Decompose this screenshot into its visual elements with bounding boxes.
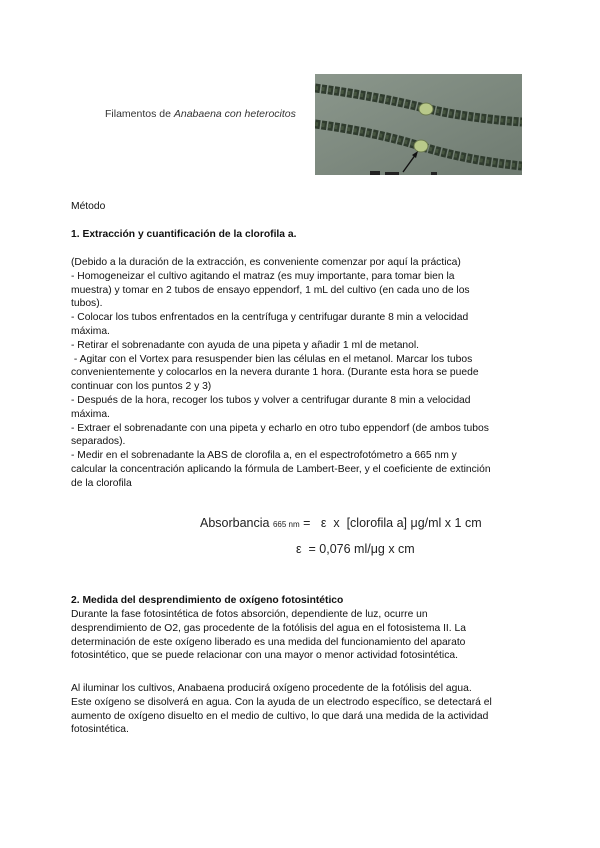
formula-subscript: 665 nm <box>272 520 300 529</box>
section1-line: - Colocar los tubos enfrentados en la centrífuga y centrifugar durante 8 min a velocidad <box>71 312 469 324</box>
section2-line: fotosintético, que se puede relacionar con una mayor o menor actividad fotosintética. <box>71 650 458 662</box>
section1-body <box>71 256 541 491</box>
figure-caption <box>105 108 296 120</box>
section1-line: continuar con los puntos 2 y 3) <box>71 381 212 393</box>
section1-line: - Extraer el sobrenadante con una pipeta y echarlo en otro tubo eppendorf (de ambos tubos <box>71 422 489 434</box>
section2-line: Al iluminar los cultivos, Anabaena producirá oxígeno procedente de la fotólisis del agua. <box>71 683 472 694</box>
formula-rhs: = ε x [clorofila a] μg/ml x 1 cm <box>303 516 482 530</box>
section2-line: determinación de este oxígeno liberado es una medida del funcionamiento del aparato <box>71 636 466 648</box>
heterocyst-lower <box>414 140 428 152</box>
method-heading: Método <box>71 201 106 212</box>
section1-line: - Medir en el sobrenadante la ABS de clorofila a, en el espectrofotómetro a 665 nm y <box>71 450 457 462</box>
section1-line: separados). <box>71 436 126 448</box>
section2-line: Este oxígeno se disolverá en agua. Con la ayuda de un electrodo específico, se detectará el <box>71 696 492 708</box>
section2-line: aumento de oxígeno disuelto en el medio de cultivo, lo que dará una medida de la actividad <box>71 710 489 722</box>
section2-title: 2. Medida del desprendimiento de oxígeno fotosintético <box>71 595 344 606</box>
section1-title: 1. Extracción y cuantificación de la clorofila a. <box>71 229 297 240</box>
section2-paragraph2 <box>71 682 541 737</box>
section1-line: máxima. <box>71 325 110 337</box>
formula-absorbance: Absorbancia <box>200 516 270 530</box>
section2-line: fotosintética. <box>71 724 129 736</box>
extinction-coefficient: ε = 0,076 ml/μg x cm <box>296 542 415 556</box>
heterocyst-upper <box>419 103 433 115</box>
section1-line: máxima. <box>71 408 110 420</box>
section2-line: desprendimiento de O2, gas procedente de la fotólisis del agua en el fotosistema II. La <box>71 622 466 634</box>
section1-line: - Homogeneizar el cultivo agitando el matraz (es muy importante, para tomar bien la <box>71 270 455 282</box>
section1-line: de la clorofila <box>71 477 132 489</box>
section2-line: Durante la fase fotosintética de fotos absorción, dependiente de luz, ocurre un <box>71 609 428 620</box>
section1-line: tubos). <box>71 298 103 310</box>
caption-prefix: Filamentos de <box>105 108 174 120</box>
micrograph-image <box>315 74 522 175</box>
section1-line: - Retirar el sobrenadante con ayuda de una pipeta y añadir 1 ml de metanol. <box>71 339 420 351</box>
section1-line: - Después de la hora, recoger los tubos y volver a centrifugar durante 8 min a velocidad <box>71 394 471 406</box>
section1-line: calcular la concentración aplicando la fórmula de Lambert-Beer, y el coeficiente de extinción <box>71 463 491 475</box>
lambert-beer-formula <box>200 516 482 530</box>
section1-line: (Debido a la duración de la extracción, es conveniente comenzar por aquí la práctica) <box>71 257 461 268</box>
caption-species: Anabaena con heterocitos <box>173 108 296 120</box>
section2-paragraph1 <box>71 608 541 663</box>
section1-line: muestra) y tomar en 2 tubos de ensayo eppendorf, 1 mL del cultivo (en cada uno de los <box>71 284 470 296</box>
section1-line: - Agitar con el Vortex para resuspender bien las células en el metanol. Marcar los tubos <box>71 353 473 365</box>
micrograph-anabaena-icon <box>315 74 522 175</box>
section1-line: convenientemente y colocarlos en la nevera durante 1 hora. (Durante esta hora se puede <box>71 367 479 379</box>
